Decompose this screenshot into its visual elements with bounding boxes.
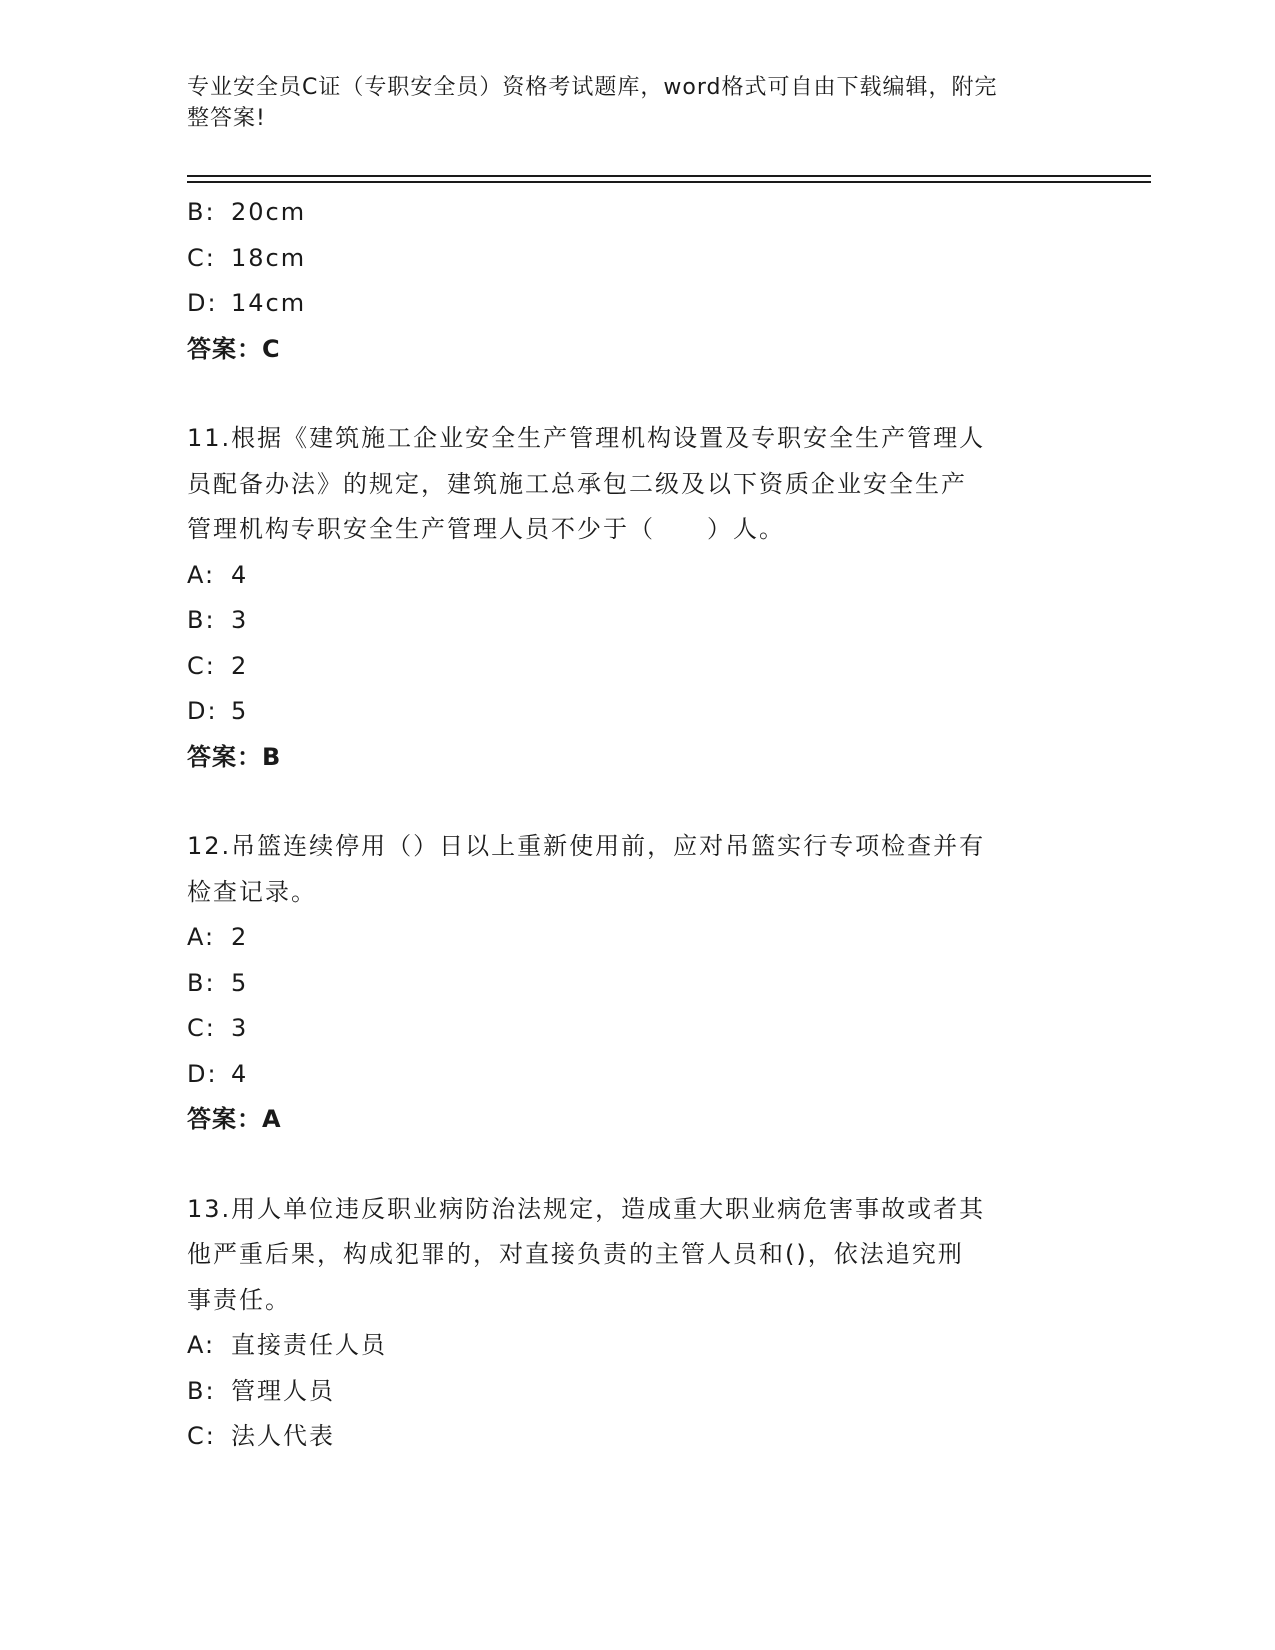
option-b: B: 3 xyxy=(187,606,249,634)
question-stem-line: 他严重后果，构成犯罪的，对直接负责的主管人员和()，依法追究刑 xyxy=(187,1240,964,1268)
option-c: C: 法人代表 xyxy=(187,1422,335,1450)
question-12 xyxy=(187,824,1087,1143)
option-b: B: 20cm xyxy=(187,198,307,226)
question-stem-line: 管理机构专职安全生产管理人员不少于（ ）人。 xyxy=(187,515,785,543)
answer-line: 答案：C xyxy=(187,334,281,363)
question-stem-line: 事责任。 xyxy=(187,1285,291,1314)
header-divider-bottom xyxy=(187,181,1151,183)
option-d: D: 5 xyxy=(187,697,249,725)
option-b: B: 管理人员 xyxy=(187,1376,335,1405)
option-c: C: 18cm xyxy=(187,243,307,272)
option-b: B: 5 xyxy=(187,968,249,997)
option-a: A: 4 xyxy=(187,560,249,589)
question-13 xyxy=(187,1187,1087,1460)
option-a: A: 2 xyxy=(187,923,249,951)
question-stem-line: 员配备办法》的规定，建筑施工总承包二级及以下资质企业安全生产 xyxy=(187,469,967,498)
option-c: C: 3 xyxy=(187,1014,249,1042)
prev-question-block xyxy=(187,190,1087,372)
option-c: C: 2 xyxy=(187,651,249,680)
question-stem-line: 13.用人单位违反职业病防治法规定，造成重大职业病危害事故或者其 xyxy=(187,1194,986,1223)
document-header xyxy=(187,72,1067,134)
header-divider-top xyxy=(187,175,1151,177)
option-d: D: 14cm xyxy=(187,289,307,317)
header-line-1: 专业安全员C证（专职安全员）资格考试题库，word格式可自由下载编辑，附完 xyxy=(187,75,998,100)
answer-line: 答案：B xyxy=(187,742,282,771)
question-stem-line: 12.吊篮连续停用（）日以上重新使用前，应对吊篮实行专项检查并有 xyxy=(187,832,986,860)
option-a: A: 直接责任人员 xyxy=(187,1331,387,1359)
option-d: D: 4 xyxy=(187,1059,249,1088)
question-stem-line: 检查记录。 xyxy=(187,877,317,906)
question-11 xyxy=(187,416,1087,780)
question-stem-line: 11.根据《建筑施工企业安全生产管理机构设置及专职安全生产管理人 xyxy=(187,424,986,452)
answer-line: 答案：A xyxy=(187,1105,282,1133)
question-content xyxy=(187,190,1087,1460)
header-line-2: 整答案! xyxy=(187,106,266,131)
